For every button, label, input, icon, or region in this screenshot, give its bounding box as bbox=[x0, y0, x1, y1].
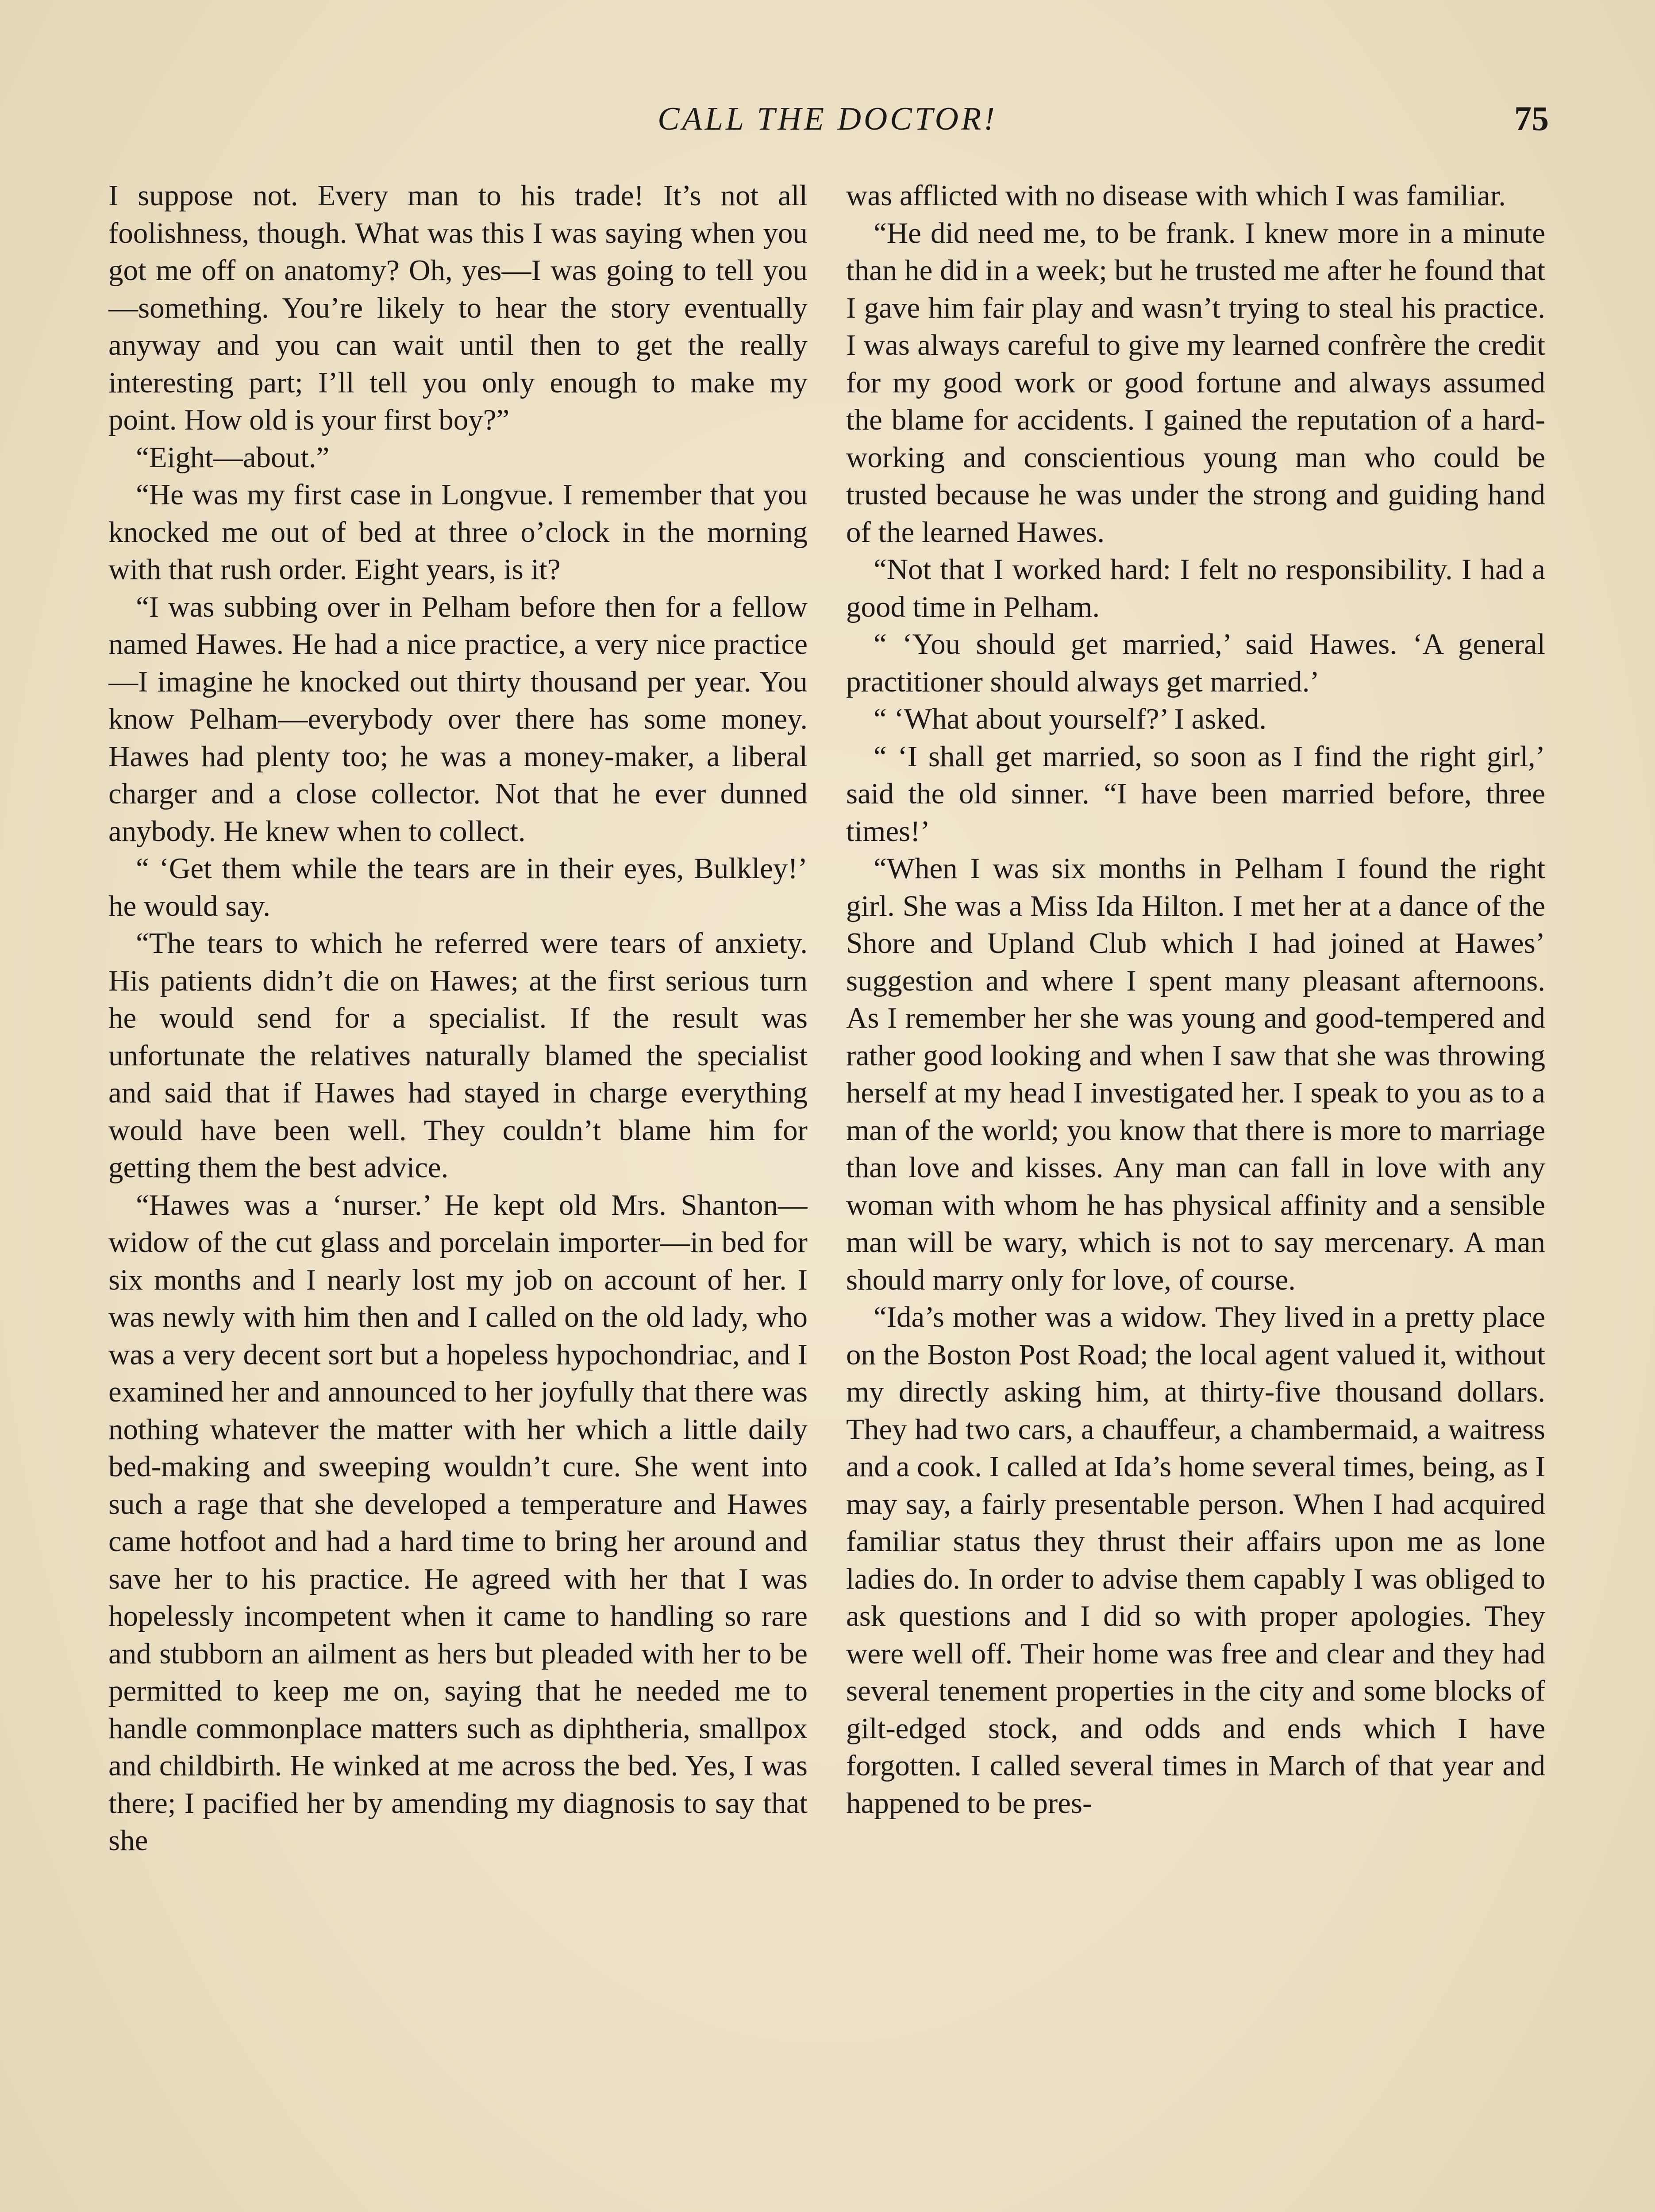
paragraph: “ ‘What about yourself?’ I asked. bbox=[874, 703, 1266, 735]
paragraph: “ ‘I shall get married, so soon as I find the right girl,’ said the old sinner. “I have been married before, three times!’ bbox=[846, 740, 1545, 848]
left-column bbox=[108, 177, 808, 2212]
right-column bbox=[846, 177, 1545, 2212]
paragraph: “He did need me, to be frank. I knew more in a minute than he did in a week; but he trusted me after he found that I gave him fair play and wasn’t trying to steal his practice. I was always careful to give my learned confrère the credit for my good work or good fortune and always assumed the blame for accidents. I gained the reputation of a hard-working and conscientious young man who could be trusted because he was under the strong and guiding hand of the learned Hawes. bbox=[846, 216, 1545, 549]
paragraph: “Ida’s mother was a widow. They lived in a pretty place on the Boston Post Road; the local agent valued it, without my directly asking him, at thirty-five thousand dollars. They had two cars, a chauffeur, a chambermaid, a waitress and a cook. I called at Ida’s home several times, being, as I may say, a fairly presentable person. When I had acquired familiar status they thrust their affairs upon me as lone ladies do. In order to advise them capably I was obliged to ask questions and I did so with proper apologies. They were well off. Their home was free and clear and they had several tenement properties in the city and some blocks of gilt-edged stock, and odds and ends which I have forgotten. I called several times in March of that year and happened to be pres- bbox=[846, 1301, 1545, 1820]
running-title: CALL THE DOCTOR! bbox=[658, 101, 997, 137]
paragraph: “ ‘Get them while the tears are in their eyes, Bulkley!’ he would say. bbox=[108, 852, 808, 922]
paragraph: I suppose not. Every man to his trade! It’s not all foolishness, though. What was this I was saying when you got me off on anatomy? Oh, yes—I was going to tell you—something. You’re likely to hear the story eventually anyway and you can wait until then to get the really interesting part; I’ll tell you only enough to make my point. How old is your first boy?” bbox=[108, 179, 808, 436]
page-number: 75 bbox=[1514, 99, 1549, 138]
paragraph: “I was subbing over in Pelham before then for a fellow named Hawes. He had a nice practice, a very nice practice—I imagine he knocked out thirty thousand per year. You know Pelham—everybody over there has some money. Hawes had plenty too; he was a money-maker, a liberal charger and a close collector. Not that he ever dunned anybody. He knew when to collect. bbox=[108, 590, 808, 848]
page-header bbox=[106, 95, 1549, 148]
paragraph: “Not that I worked hard: I felt no responsibility. I had a good time in Pelham. bbox=[846, 553, 1545, 623]
paragraph: was afflicted with no disease with which I was familiar. bbox=[846, 179, 1506, 212]
paragraph: “When I was six months in Pelham I found the right girl. She was a Miss Ida Hilton. I met her at a dance of the Shore and Upland Club which I had joined at Hawes’ suggestion and where I spent many pleasant afternoons. As I remember her she was young and good-tempered and rather good looking and when I saw that she was throwing herself at my head I investigated her. I speak to you as to a man of the world; you know that there is more to marriage than love and kisses. Any man can fall in love with any woman with whom he has physical affinity and a sensible man will be wary, which is not to say mercenary. A man should marry only for love, of course. bbox=[846, 852, 1545, 1296]
paragraph: “He was my first case in Longvue. I remember that you knocked me out of bed at three o’clock in the morning with that rush order. Eight years, is it? bbox=[108, 478, 808, 586]
paragraph: “Eight—about.” bbox=[136, 441, 330, 474]
paragraph: “ ‘You should get married,’ said Hawes. ‘A general practitioner should always get married.’ bbox=[846, 628, 1545, 698]
paragraph: “The tears to which he referred were tears of anxiety. His patients didn’t die on Hawes; at the first serious turn he would send for a specialist. If the result was unfortunate the relatives naturally blamed the specialist and said that if Hawes had stayed in charge everything would have been well. They couldn’t blame him for getting them the best advice. bbox=[108, 927, 808, 1184]
paragraph: “Hawes was a ‘nurser.’ He kept old Mrs. Shanton—widow of the cut glass and porcelain importer—in bed for six months and I nearly lost my job on account of her. I was newly with him then and I called on the old lady, who was a very decent sort but a hopeless hypochondriac, and I examined her and announced to her joyfully that there was nothing whatever the matter with her which a little daily bed-making and sweeping wouldn’t cure. She went into such a rage that she developed a temperature and Hawes came hotfoot and had a hard time to bring her around and save her to his practice. He agreed with her that I was hopelessly incompetent when it came to handling so rare and stubborn an ailment as hers but pleaded with her to be permitted to keep me on, saying that he needed me to handle commonplace matters such as diphtheria, smallpox and childbirth. He winked at me across the bed. Yes, I was there; I pacified her by amending my diagnosis to say that she bbox=[108, 1188, 808, 1857]
